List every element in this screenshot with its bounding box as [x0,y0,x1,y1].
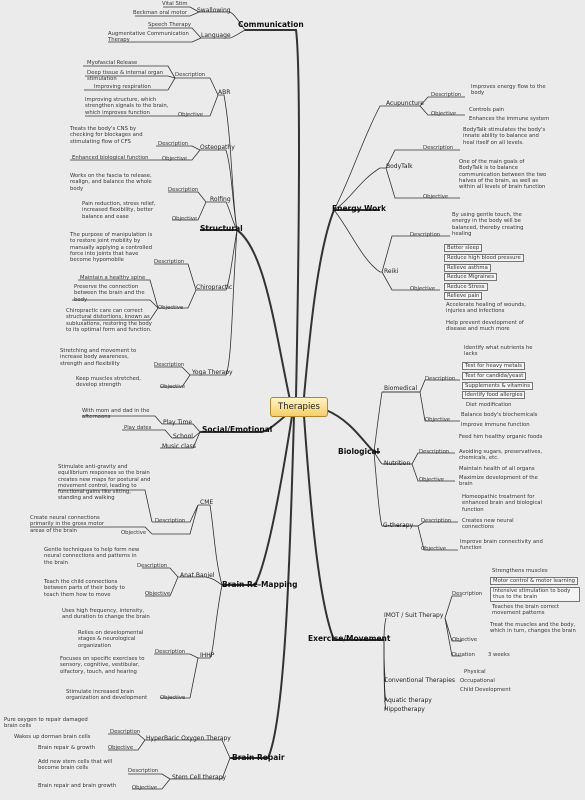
label-objective[interactable]: Objective [419,477,445,483]
item-speech[interactable]: Speech Therapy [148,22,191,28]
item-healing[interactable]: Accelerate healing of wounds, injuries and infections [446,302,526,315]
duration-value[interactable]: 3 weeks [488,652,510,658]
branch-energy-work[interactable]: Energy Work [332,204,386,213]
abr-objective-text[interactable]: Improving structure, which strengthen signals to the brain, which improves function [85,97,169,116]
topic-reiki[interactable]: Reiki [384,268,399,275]
stem-objective-text[interactable]: Brain repair and brain growth [38,783,117,789]
item-better-sleep[interactable]: Better sleep [444,244,482,252]
topic-hbot[interactable]: HyperBaric Oxygen Therapy [146,735,231,742]
item-physical[interactable]: Physical [464,669,486,675]
item-movement-patterns[interactable]: Teaches the brain correct movement patterns [492,604,560,617]
item-candida[interactable]: Test for candida/yeast [462,372,526,380]
item-immune[interactable]: Enhances the immune system [469,116,550,122]
reiki-description-text[interactable]: By using gentle touch, the energy in the body will be balanced, thereby creating healing [452,212,524,237]
label-description[interactable]: Description [419,449,450,455]
branch-communication[interactable]: Communication [238,20,304,29]
label-objective[interactable]: Objective [421,546,447,552]
label-objective[interactable]: Objective [410,286,436,292]
osteopathy-objective-text[interactable]: Enhanced biological function [72,155,149,161]
label-description[interactable]: Description [110,729,141,735]
topic-ihhp[interactable]: IHHP [200,652,215,659]
item-food-allergies[interactable]: Identify food allergies [462,391,525,399]
item-respiration[interactable]: Improving respiration [94,84,151,90]
topic-yoga[interactable]: Yoga Therapy [192,369,233,376]
yoga-objective-text[interactable]: Keep muscles stretched, develop strength [76,376,141,389]
play-time-text[interactable]: With mom and dad in the afternoons [82,408,150,421]
topic-imot[interactable]: IMOT / Suit Therapy [384,612,444,619]
item-preserve-connection[interactable]: Preserve the connection between the brain and the body [74,284,145,303]
item-specific-exercises[interactable]: Focuses on specific exercises to sensory, cognitive, vestibular, olfactory, touch, and hearing [60,656,145,675]
imot-objective-text[interactable]: Treat the muscles and the body, which in turn, changes the brain [490,622,576,635]
label-duration[interactable]: Duration [452,652,476,658]
item-prevent-disease[interactable]: Help prevent development of disease and much more [446,320,524,333]
label-objective[interactable]: Objective [160,384,186,390]
item-immune-function[interactable]: Improve immune function [461,422,530,428]
item-wakes-up[interactable]: Wakes up dorman brain cells [14,734,91,740]
topic-anat-baniel[interactable]: Anat Baniel [180,572,215,579]
label-objective[interactable]: Objective [452,637,478,643]
stem-description-text[interactable]: Add new stem cells that will become brain cells [38,759,113,772]
label-description[interactable]: Description [137,563,168,569]
label-objective[interactable]: Objective [145,591,171,597]
topic-play-time[interactable]: Play Time [163,419,193,426]
label-description[interactable]: Description [158,141,189,147]
label-objective[interactable]: Objective [423,194,449,200]
chiropractic-description-text[interactable]: The purpose of manipulation is to restore joint mobility by manually applying a controlled force into joints that have become hypomobile [70,232,153,264]
item-supplements[interactable]: Supplements & vitamins [462,382,533,390]
gtherapy-objective-text[interactable]: Improve brain connectivity and function [460,539,543,552]
label-objective[interactable]: Objective [160,695,186,701]
label-objective[interactable]: Objective [121,530,147,536]
label-objective[interactable]: Objective [425,417,451,423]
label-description[interactable]: Description [168,187,199,193]
anat-description-text[interactable]: Gentle techniques to help form new neural connections and patterns in the brain [44,547,140,566]
label-objective[interactable]: Objective [172,216,198,222]
label-description[interactable]: Description [423,145,454,151]
item-controls-pain[interactable]: Controls pain [469,107,505,113]
topic-nutrition[interactable]: Nutrition [384,460,411,467]
rolfing-objective-text[interactable]: Pain reduction, stress relief, increased flexibility, better balance and ease [82,201,156,220]
label-description[interactable]: Description [154,362,185,368]
hbot-objective-text[interactable]: Brain repair & growth [38,745,96,751]
branch-brain-remapping[interactable]: Brain Re-Mapping [222,580,298,589]
bodytalk-description-text[interactable]: BodyTalk stimulates the body's innate ability to balance and heal itself on all levels. [463,127,546,146]
label-objective[interactable]: Objective [132,785,158,791]
item-beckman[interactable]: Beckman oral motor [133,10,188,16]
item-brain-development[interactable]: Maximize development of the brain [459,475,538,488]
osteopathy-description-text[interactable]: Treats the body's CNS by checking for blockages and stimulating flow of CFS [70,126,143,145]
branch-biological[interactable]: Biological [338,447,380,456]
item-strengthens-muscles[interactable]: Strengthens muscles [492,568,548,574]
item-diet[interactable]: Diet modification [466,402,512,408]
label-description[interactable]: Description [155,518,186,524]
label-description[interactable]: Description [128,768,159,774]
item-high-frequency[interactable]: Uses high frequency, intensity, and duration to change the brain [62,608,150,621]
item-pain[interactable]: Relieve pain [444,292,482,300]
label-objective[interactable]: Objective [162,156,188,162]
cme-description-text[interactable]: Stimulate anti-gravity and equilibrium responses so the brain creates new maps for postural and movement control, leading to functional gains like sitting, standing and walking [58,464,151,502]
item-blood-pressure[interactable]: Reduce high blood pressure [444,254,524,262]
branch-exercise-movement[interactable]: Exercise/Movement [308,634,391,643]
ihhp-objective-text[interactable]: Stimulate increased brain organization and development [66,689,148,702]
rolfing-description-text[interactable]: Works on the fascia to release, realign, and balance the whole body [70,173,152,192]
topic-school[interactable]: School [173,433,193,440]
label-description[interactable]: Description [155,649,186,655]
label-description[interactable]: Description [421,518,452,524]
item-homeopathic[interactable]: Homeopathic treatment for enhanced brain and biological function [462,494,542,513]
topic-g-therapy[interactable]: G-therapy [383,522,414,529]
label-description[interactable]: Description [431,92,462,98]
item-stress[interactable]: Reduce Stress [444,283,488,291]
branch-brain-repair[interactable]: Brain Repair [232,753,285,762]
item-intensive-stimulation[interactable]: Intensive stimulation to body thus to the brain [490,587,580,602]
label-description[interactable]: Description [410,232,441,238]
item-occupational[interactable]: Occupational [460,678,495,684]
central-topic[interactable]: Therapies [270,397,328,417]
item-play-dates[interactable]: Play dates [124,425,152,431]
topic-aquatic[interactable]: Aquatic therapy [384,697,432,704]
item-biochemicals[interactable]: Balance body's biochemicals [461,412,538,418]
item-migraines[interactable]: Reduce Migraines [444,273,497,281]
anat-objective-text[interactable]: Teach the child connections between parts of their body to teach them how to move [44,579,125,598]
topic-cme[interactable]: CME [200,499,214,506]
item-pure-oxygen[interactable]: Pure oxygen to repair damaged brain cells [4,717,88,730]
item-deep-tissue[interactable]: Deep tissue & internal organ stimulation [87,70,164,83]
item-organs[interactable]: Maintain health of all organs [459,466,535,472]
label-description[interactable]: Description [425,376,456,382]
topic-chiropractic[interactable]: Chiropractic [196,284,233,291]
topic-stem-cell[interactable]: Stem Cell therapy [172,774,227,781]
topic-abr[interactable]: ABR [218,89,231,96]
label-objective[interactable]: Objective [108,745,134,751]
topic-biomedical[interactable]: Biomedical [384,385,418,392]
topic-hippotherapy[interactable]: Hippotherapy [384,706,425,713]
label-description[interactable]: Description [154,259,185,265]
item-healthy-spine[interactable]: Maintain a healthy spine [80,275,146,281]
topic-rolfing[interactable]: Rolfing [210,196,231,203]
item-neural-connections[interactable]: Creates new neural connections [462,518,514,531]
acupuncture-description-text[interactable]: Improves energy flow to the body [471,84,546,97]
topic-conventional[interactable]: Conventional Therapies [384,677,456,684]
topic-acupuncture[interactable]: Acupuncture [386,100,424,107]
topic-music[interactable]: Music class [162,443,196,450]
item-augmentative[interactable]: Augmentative Communication Therapy [108,31,189,44]
topic-swallowing[interactable]: Swallowing [197,7,231,14]
cme-objective-text[interactable]: Create neural connections primarily in the gross motor areas of the brain [30,515,105,534]
item-organic-foods[interactable]: Feed him healthy organic foods [459,434,543,440]
item-child-development[interactable]: Child Development [460,687,511,693]
item-heavy-metals[interactable]: Test for heavy metals [462,362,525,370]
item-developmental-stages[interactable]: Relies on developmental stages & neurological organization [78,630,144,649]
item-myofascial[interactable]: Myofascial Release [87,60,138,66]
topic-bodytalk[interactable]: BodyTalk [386,163,413,170]
item-chiropractic-care[interactable]: Chiropractic care can correct structural distortions, known as subluxations, restoring the body to its optimal form and function. [66,308,152,333]
branch-structural[interactable]: Structural [200,224,243,233]
label-description[interactable]: Description [175,72,206,78]
yoga-description-text[interactable]: Stretching and movement to increase body awareness, strength and flexibility [60,348,137,367]
label-description[interactable]: Description [452,591,483,597]
item-asthma[interactable]: Relieve asthma [444,264,491,272]
topic-osteopathy[interactable]: Osteopathy [200,144,235,151]
label-objective[interactable]: Objective [178,112,204,118]
label-objective[interactable]: Objective [158,305,184,311]
item-avoid-sugars[interactable]: Avoiding sugars, preservatives, chemicals, etc. [459,449,543,462]
branch-social[interactable]: Social/Emotional [202,425,273,434]
bodytalk-objective-text[interactable]: One of the main goals of BodyTalk is to balance communication between the two halves of the brain, as well as within all levels of brain function [459,159,547,191]
item-nutrients[interactable]: Identify what nutrients he lacks [464,345,533,358]
topic-language[interactable]: Language [201,32,231,39]
item-motor-control[interactable]: Motor control & motor learning [490,577,578,585]
label-objective[interactable]: Objective [431,111,457,117]
item-vital-stim[interactable]: Vital Stim [162,1,188,7]
